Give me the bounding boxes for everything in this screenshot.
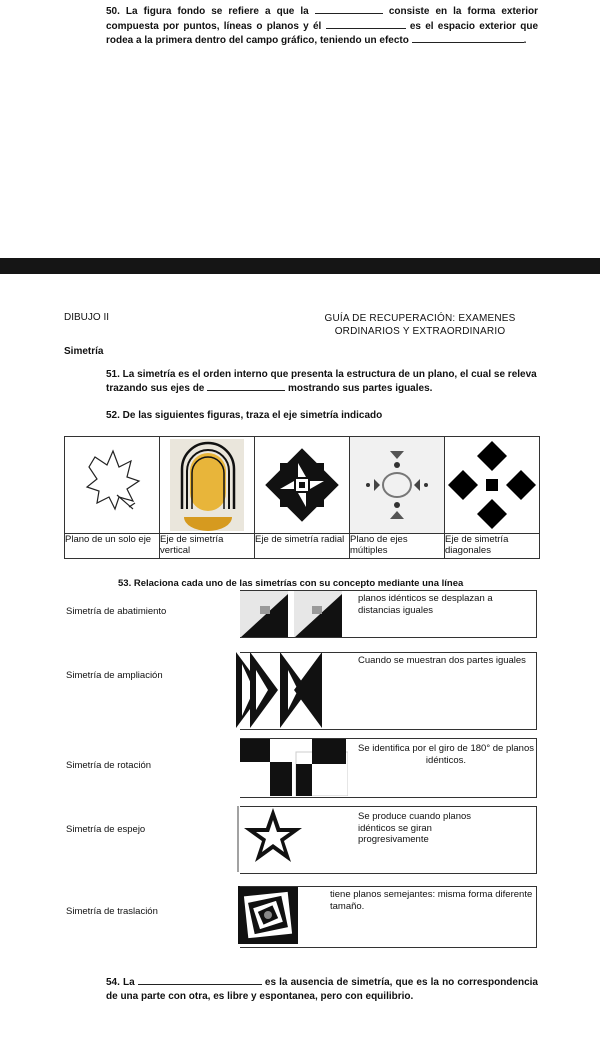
pinwheel-icon	[255, 437, 349, 533]
caption: Eje de simetría diagonales	[445, 534, 540, 559]
caption: Eje de simetría vertical	[160, 534, 255, 559]
symmetry-figures-table	[64, 436, 540, 559]
answer-blank[interactable]	[207, 381, 285, 391]
match-left-rotacion[interactable]: Simetría de rotación	[66, 760, 152, 771]
answer-blank[interactable]	[412, 33, 524, 43]
match-right-box-3[interactable]: Se identifica por el giro de 180° de planos idénticos.	[240, 738, 537, 798]
leaf-icon	[65, 437, 159, 533]
arch-figure[interactable]	[160, 437, 255, 534]
answer-blank[interactable]	[138, 975, 262, 985]
pinwheel-figure[interactable]	[255, 437, 350, 534]
diamonds-icon	[445, 437, 539, 533]
caption: Plano de un solo eje	[65, 534, 160, 559]
arch-icon	[160, 437, 254, 533]
answer-blank[interactable]	[326, 19, 406, 29]
guide-title: GUÍA DE RECUPERACIÓN: EXAMENES ORDINARIOS Y EXTRAORDINARIO	[324, 313, 516, 337]
match-left-ampliacion[interactable]: Simetría de ampliación	[66, 670, 163, 681]
caption: Plano de ejes múltiples	[350, 534, 445, 559]
question-51: 51. La simetría es el orden interno que presenta la estructura de un plano, el cual se releva trazando sus ejes de mostrando sus partes iguales.	[106, 369, 537, 394]
course-title: DIBUJO II	[64, 312, 110, 323]
answer-blank[interactable]	[315, 4, 383, 14]
match-right-box-4[interactable]: Se produce cuando planos idénticos se giran progresivamente	[240, 806, 537, 874]
question-50: 50. La figura fondo se refiere a que la consiste en la forma exterior compuesta por puntos, líneas o planos y él es el espacio exterior que rodea a la primera dentro del campo gráfico, teniendo un efecto .	[106, 6, 539, 46]
match-right-box-2[interactable]: Cuando se muestran dos partes iguales	[240, 652, 537, 730]
match-right-box-5[interactable]: tiene planos semejantes: misma forma diferente tamaño.	[240, 886, 537, 948]
section-title: Simetría	[64, 346, 104, 357]
caption: Eje de simetría radial	[255, 534, 350, 559]
question-54: 54. La es la ausencia de simetría, que es la no correspondencia de una parte con otra, es libre y espontanea, pero con equilibrio.	[106, 977, 538, 1002]
multi-axis-figure[interactable]	[350, 437, 445, 534]
multi-axis-icon	[350, 437, 444, 533]
diamond-figure[interactable]	[445, 437, 540, 534]
match-left-traslacion[interactable]: Simetría de traslación	[66, 906, 158, 917]
question-52: 52. De las siguientes figuras, traza el eje simetría indicado	[106, 410, 383, 421]
match-left-abatimiento[interactable]: Simetría de abatimiento	[66, 606, 167, 617]
page-divider	[0, 258, 600, 274]
question-53: 53. Relaciona cada uno de las simetrías con su concepto mediante una línea	[118, 578, 464, 589]
match-left-espejo[interactable]: Simetría de espejo	[66, 824, 146, 835]
match-right-box-1[interactable]: planos idénticos se desplazan a distancias iguales	[240, 590, 537, 638]
leaf-figure[interactable]	[65, 437, 160, 534]
